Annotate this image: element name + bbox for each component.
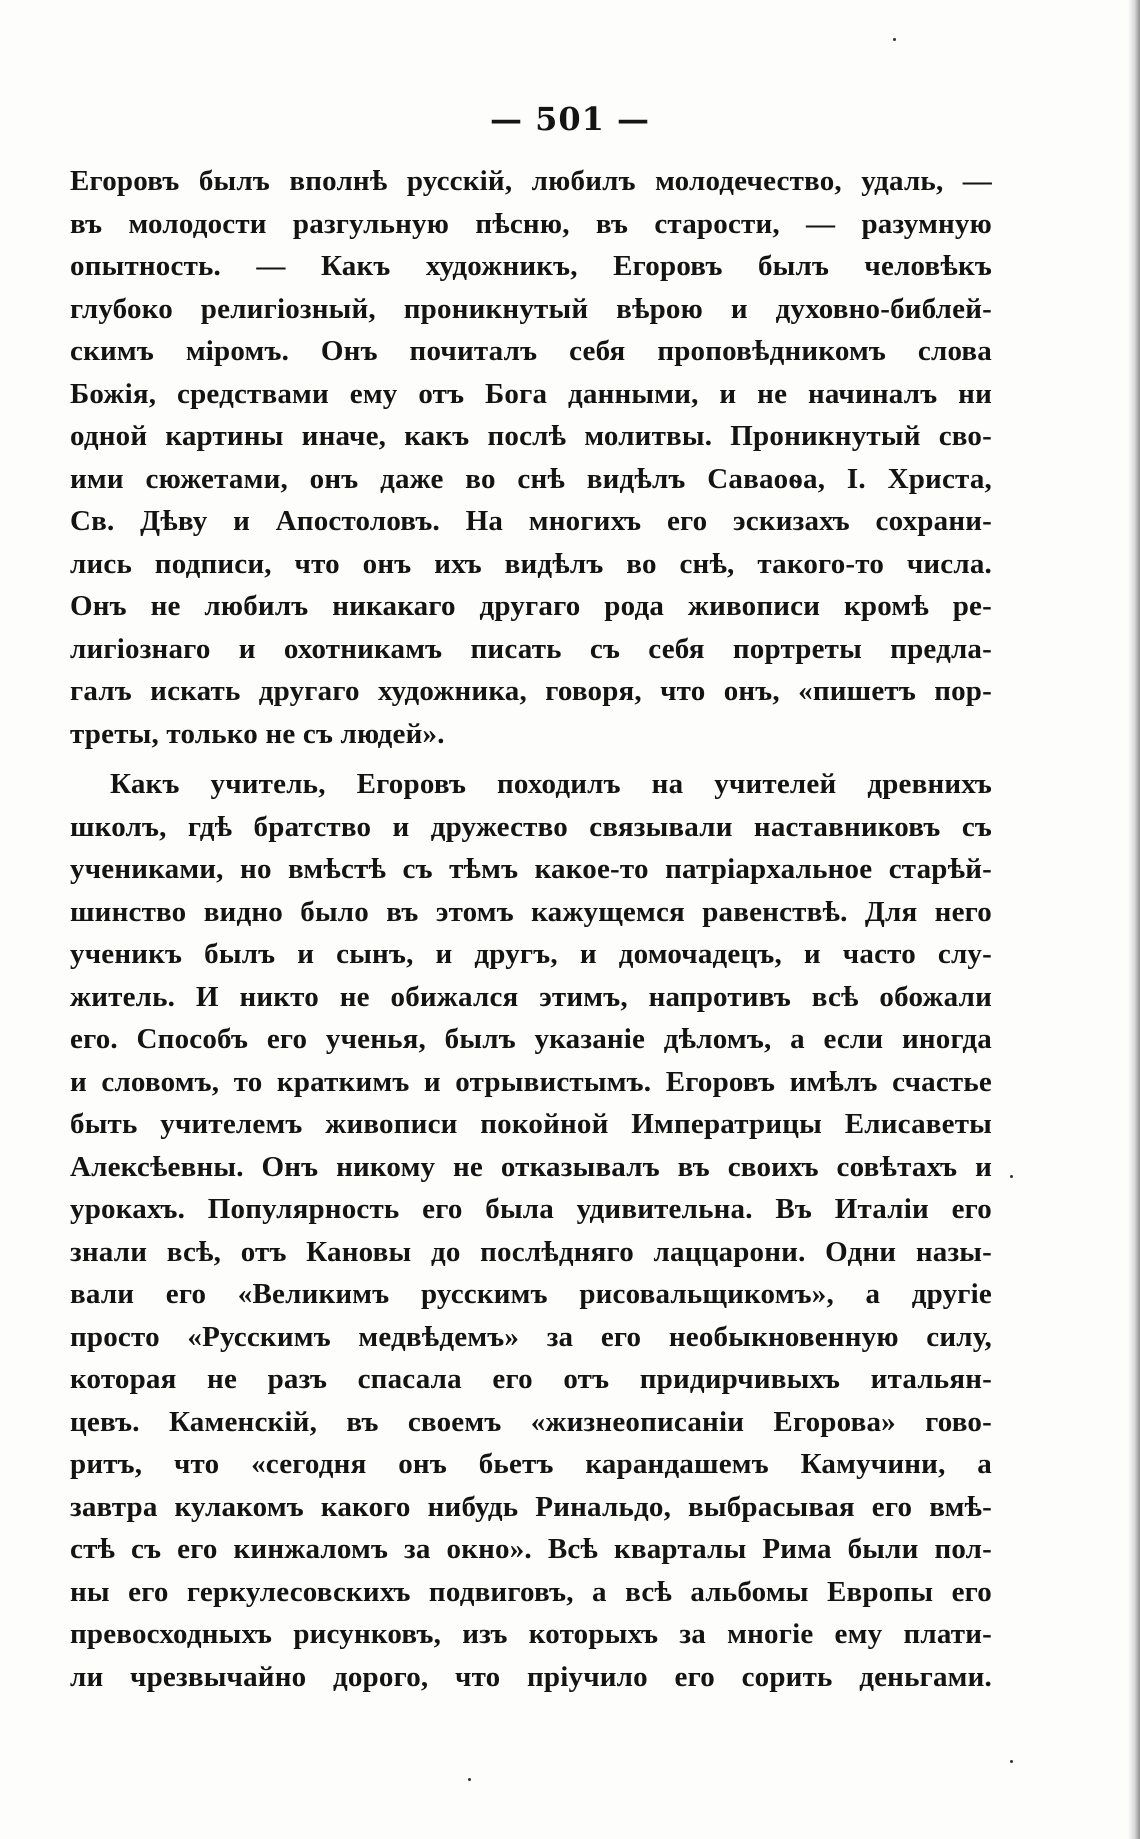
text-line: шинство видно было въ этомъ кажущемся равенствѣ. Для него <box>70 895 992 928</box>
text-line: Егоровъ былъ вполнѣ русскій, любилъ молодечество, удаль, — <box>70 165 992 197</box>
text-line: ритъ, что «сегодня онъ бьетъ карандашемъ Камучини, а <box>70 1448 992 1480</box>
text-line: опытность. — Какъ художникъ, Егоровъ былъ человѣкъ <box>70 250 992 282</box>
text-line: просто «Русскимъ медвѣдемъ» за его необыкновенную силу, <box>70 1320 992 1353</box>
text-line: галъ искать другаго художника, говоря, что онъ, «пишетъ пор- <box>70 675 992 707</box>
text-line: треты, только не съ людей». <box>70 717 445 750</box>
print-speck <box>468 1778 471 1781</box>
text-line: ими сюжетами, онъ даже во снѣ видѣлъ Саваоѳа, І. Христа, <box>70 462 992 495</box>
paragraph-gap <box>70 755 992 763</box>
print-speck <box>1010 1175 1013 1178</box>
print-speck <box>1010 1760 1013 1763</box>
text-line: Алексѣевны. Онъ никому не отказывалъ въ своихъ совѣтахъ и <box>70 1150 992 1183</box>
text-line: Какъ учитель, Егоровъ походилъ на учителей древнихъ <box>110 768 992 800</box>
text-line: стѣ съ его кинжаломъ за окно». Всѣ кварталы Рима были пол- <box>70 1533 992 1565</box>
text-line: знали всѣ, отъ Кановы до послѣдняго лаццарони. Одни назы- <box>70 1235 992 1268</box>
text-line: школъ, гдѣ братство и дружество связывали наставниковъ съ <box>70 810 992 843</box>
text-line: житель. И никто не обижался этимъ, напротивъ всѣ обожали <box>70 980 992 1013</box>
text-line: глубоко религіозный, проникнутый вѣрою и духовно-библей- <box>70 292 992 325</box>
text-line: Божія, средствами ему отъ Бога данными, и не начиналъ ни <box>70 377 992 410</box>
text-line: которая не разъ спасала его отъ придирчивыхъ итальян- <box>70 1363 992 1395</box>
body-text <box>70 160 992 1698</box>
text-line: и словомъ, то краткимъ и отрывистымъ. Егоровъ имѣлъ счастье <box>70 1065 992 1098</box>
text-line: ны его геркулесовскихъ подвиговъ, а всѣ альбомы Европы его <box>70 1575 992 1608</box>
text-line: превосходныхъ рисунковъ, изъ которыхъ за многіе ему плати- <box>70 1618 992 1650</box>
page-edge-shadow <box>1128 0 1140 1839</box>
text-line: лись подписи, что онъ ихъ видѣлъ во снѣ, такого-то числа. <box>70 547 992 580</box>
text-line: вали его «Великимъ русскимъ рисовальщикомъ», а другіе <box>70 1278 992 1310</box>
text-line: Онъ не любилъ никакаго другаго рода живописи кромѣ ре- <box>70 590 992 622</box>
text-line: урокахъ. Популярность его была удивительна. Въ Италіи его <box>70 1193 992 1225</box>
text-line: его. Способъ его ученья, былъ указаніе дѣломъ, а если иногда <box>70 1023 992 1055</box>
text-line: цевъ. Каменскій, въ своемъ «жизнеописаніи Егорова» гово- <box>70 1405 992 1438</box>
text-line: въ молодости разгульную пѣсню, въ старости, — разумную <box>70 207 992 240</box>
text-line: учениками, но вмѣстѣ съ тѣмъ какое-то патріархальное старѣй- <box>70 853 992 885</box>
text-line: завтра кулакомъ какого нибудь Ринальдо, выбрасывая его вмѣ- <box>70 1490 992 1523</box>
text-line: ли чрезвычайно дорого, что пріучило его сорить деньгами. <box>70 1660 992 1693</box>
paragraph-2 <box>70 763 992 1698</box>
paragraph-1 <box>70 160 992 755</box>
text-line: ученикъ былъ и сынъ, и другъ, и домочадецъ, и часто слу- <box>70 938 992 970</box>
text-line: одной картины иначе, какъ послѣ молитвы. Проникнутый сво- <box>70 420 992 452</box>
print-speck <box>893 38 896 41</box>
page-number: — 501 — <box>489 100 651 138</box>
text-line: скимъ міромъ. Онъ почиталъ себя проповѣдникомъ слова <box>70 335 992 367</box>
text-line: быть учителемъ живописи покойной Императрицы Елисаветы <box>70 1108 992 1140</box>
text-line: Св. Дѣву и Апостоловъ. На многихъ его эскизахъ сохрани- <box>70 505 992 537</box>
text-line: лигіознаго и охотникамъ писать съ себя портреты предла- <box>70 632 992 665</box>
